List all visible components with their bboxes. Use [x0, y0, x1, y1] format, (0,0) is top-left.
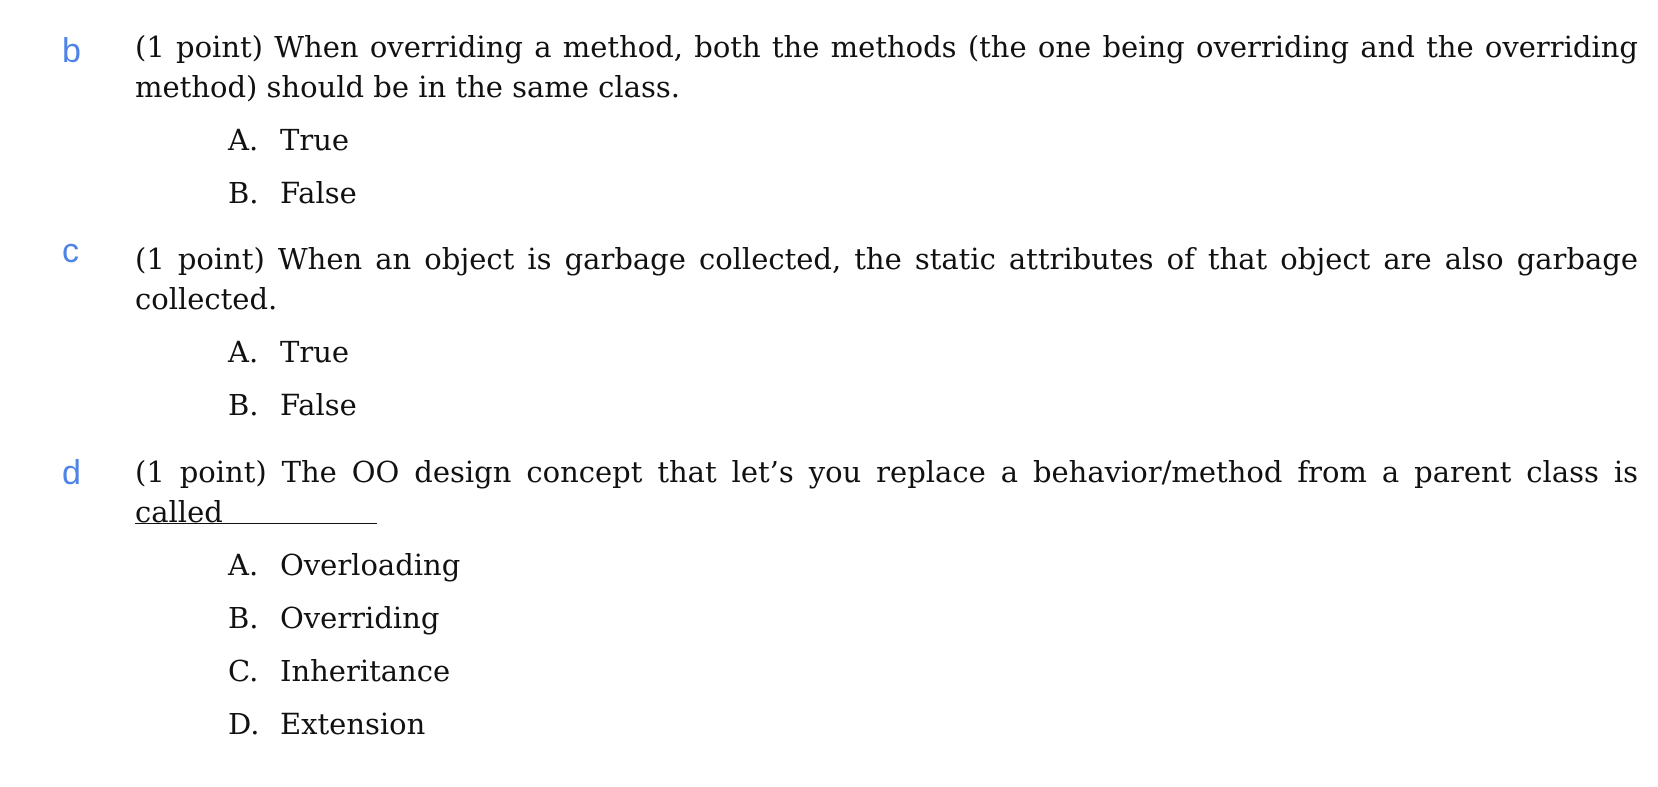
option-text: False [280, 388, 357, 422]
option-text: True [280, 335, 350, 369]
option-text: Inheritance [280, 654, 451, 688]
option-text: True [280, 123, 350, 157]
option-a[interactable] [228, 332, 349, 372]
option-label: B. [228, 601, 259, 635]
answer-blank [135, 523, 377, 524]
option-label: B. [228, 388, 259, 422]
option-b[interactable] [228, 173, 357, 213]
question-letter: b [62, 32, 81, 70]
option-text: Overloading [280, 548, 461, 582]
option-c[interactable] [228, 651, 450, 691]
option-b[interactable] [228, 385, 357, 425]
option-a[interactable] [228, 545, 460, 585]
question-text: (1 point) When overriding a method, both the methods (the one being overriding and the overriding method) should be in the same class. [135, 30, 1638, 104]
option-label: D. [228, 707, 260, 741]
option-text: Overriding [280, 601, 440, 635]
question-text: (1 point) When an object is garbage collected, the static attributes of that object are also garbage collected. [135, 242, 1638, 316]
question-letter: d [62, 454, 81, 492]
option-d[interactable] [228, 704, 425, 744]
option-label: B. [228, 176, 259, 210]
question-letter: c [62, 232, 79, 270]
option-label: A. [228, 548, 259, 582]
option-text: False [280, 176, 357, 210]
option-a[interactable] [228, 120, 349, 160]
question-text: (1 point) The OO design concept that let’s you replace a behavior/method from a parent class is called [135, 455, 1638, 529]
option-label: A. [228, 335, 259, 369]
option-label: C. [228, 654, 259, 688]
option-b[interactable] [228, 598, 439, 638]
option-text: Extension [280, 707, 426, 741]
option-label: A. [228, 123, 259, 157]
